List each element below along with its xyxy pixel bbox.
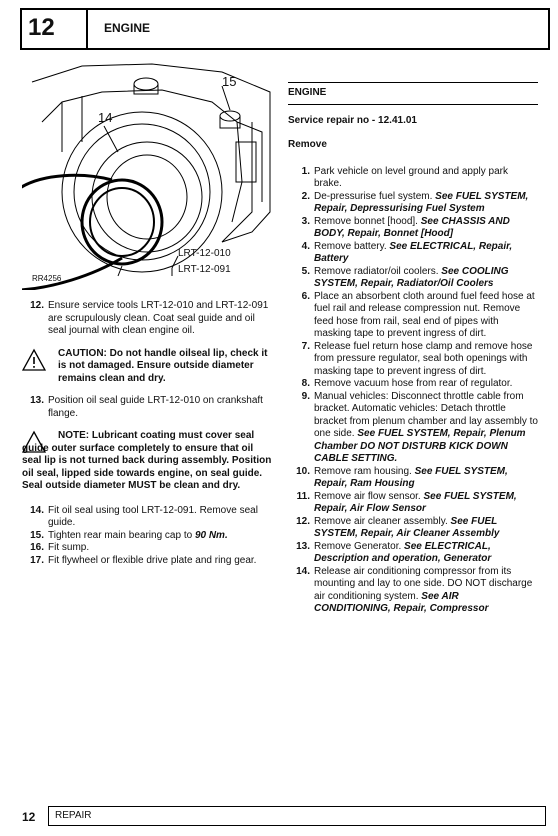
heading-rule [288, 104, 538, 105]
removal-step: 3. Remove bonnet [hood]. See CHASSIS AND BODY, Repair, Bonnet [Hood] [301, 215, 510, 239]
step-15: 15. Tighten rear main bearing cap to 90 Nm. [30, 529, 228, 541]
right-column [288, 82, 538, 616]
cross-reference: See FUEL SYSTEM, Repair, Ram Housing [314, 465, 508, 489]
section-number: 12 [28, 14, 55, 41]
step-17: 17. Fit flywheel or flexible drive plate and ring gear. [30, 554, 257, 566]
step-16: 16. Fit sump. [30, 542, 90, 553]
seal-tool-illustration [22, 62, 272, 290]
left-column [22, 300, 274, 567]
step-12: 12. Ensure service tools LRT-12-010 and LRT-12-091 are scrupulously clean. Coat seal guide and oil seal journal with clean engine oil. [30, 300, 269, 336]
removal-step: 1. Park vehicle on level ground and apply park brake. [301, 165, 509, 189]
service-repair-number: Service repair no - 12.41.01 [288, 114, 417, 126]
page-header [20, 8, 550, 50]
step-13: 13. Position oil seal guide LRT-12-010 on crankshaft flange. [30, 395, 263, 419]
removal-step: 5. Remove radiator/oil coolers. See COOLING SYSTEM, Repair, Radiator/Oil Coolers [301, 265, 509, 289]
warning-icon [22, 348, 46, 372]
final-steps [22, 505, 274, 568]
cross-reference: See AIR CONDITIONING, Repair, Compressor [314, 590, 489, 614]
callout-lrt-12-010: LRT-12-010 [178, 248, 231, 259]
footer-section-box [48, 806, 546, 826]
removal-step: 2. De-pressurise fuel system. See FUEL SYSTEM, Repair, Depressurising Fuel System [301, 190, 529, 214]
removal-step: 4. Remove battery. See ELECTRICAL, Repair, Battery [301, 240, 513, 264]
cross-reference: See ELECTRICAL, Repair, Battery [314, 240, 513, 264]
note-block [22, 430, 274, 493]
removal-step: 6. Place an absorbent cloth around fuel feed hose at fuel rail and release compression nut. Remove feed hose from rail, seal end of pipes with masking tape to prevent ingress of dirt. [301, 290, 535, 339]
callout-15: 15 [222, 74, 237, 89]
footer-section-label: REPAIR [55, 810, 92, 821]
removal-steps [288, 166, 538, 616]
note-text: NOTE: Lubricant coating must cover seal guide outer surface completely to ensure that oil seal lip is not turned back during assembly. Position oil seal, lipped side towards engine, on seal guide. Seal outside diameter MUST be clean and dry. [22, 430, 272, 491]
callout-14: 14 [98, 110, 113, 125]
cross-reference: See CHASSIS AND BODY, Repair, Bonnet [Hood] [314, 215, 510, 239]
removal-step: 7. Release fuel return hose clamp and remove hose from pressure regulator, seal both openings with masking tape to prevent ingress of dirt. [301, 340, 533, 377]
cross-reference: See FUEL SYSTEM, Repair, Depressurising Fuel System [314, 190, 529, 214]
note-triangle-icon [22, 430, 46, 454]
cross-reference: See FUEL SYSTEM, Repair, Air Cleaner Assembly [314, 515, 500, 539]
step-14: 14. Fit oil seal using tool LRT-12-091. Remove seal guide. [30, 504, 258, 528]
section-heading: ENGINE [288, 87, 327, 98]
page-footer [22, 806, 546, 828]
removal-step: 9. Manual vehicles: Disconnect throttle cable from bracket. Automatic vehicles: Detach throttle bracket from plenum chamber and lay assembly to one side. See FUEL SYSTEM, Repair, Plenum Chamber DO NOT DISTURB KICK DOWN CABLE SETTING. [301, 390, 538, 464]
removal-step: 8. Remove vacuum hose from rear of regulator. [301, 378, 513, 389]
cross-reference: See FUEL SYSTEM, Repair, Air Flow Sensor [314, 490, 517, 514]
top-rule [288, 82, 538, 83]
remove-heading: Remove [288, 139, 327, 150]
removal-step: 12. Remove air cleaner assembly. See FUEL SYSTEM, Repair, Air Cleaner Assembly [296, 515, 500, 539]
removal-step: 10. Remove ram housing. See FUEL SYSTEM, Repair, Ram Housing [296, 465, 508, 489]
removal-step: 14. Release air conditioning compressor from its mounting and lay to one side. DO NOT discharge air conditioning system. See AIR CONDITIONING, Repair, Compressor [296, 565, 533, 614]
page-number: 12 [22, 810, 36, 824]
engine-figure [22, 62, 272, 290]
removal-step: 11. Remove air flow sensor. See FUEL SYSTEM, Repair, Air Flow Sensor [296, 490, 517, 514]
cross-reference: See FUEL SYSTEM, Repair, Plenum Chamber DO NOT DISTURB KICK DOWN CABLE SETTING. [314, 428, 526, 464]
page-title: ENGINE [104, 21, 151, 35]
caution-text: CAUTION: Do not handle oilseal lip, check it is not damaged. Ensure outside diameter remains clean and dry. [58, 347, 268, 384]
figure-reference: RR4256 [32, 274, 62, 283]
removal-step: 13. Remove Generator. See ELECTRICAL, Description and operation, Generator [296, 540, 492, 564]
header-divider [86, 10, 88, 48]
cross-reference: See COOLING SYSTEM, Repair, Radiator/Oil Coolers [314, 265, 509, 289]
callout-lrt-12-091: LRT-12-091 [178, 264, 231, 275]
torque-value: 90 Nm. [194, 529, 228, 541]
caution-block [22, 348, 274, 386]
cross-reference: See ELECTRICAL, Description and operation, Generator [314, 540, 492, 564]
